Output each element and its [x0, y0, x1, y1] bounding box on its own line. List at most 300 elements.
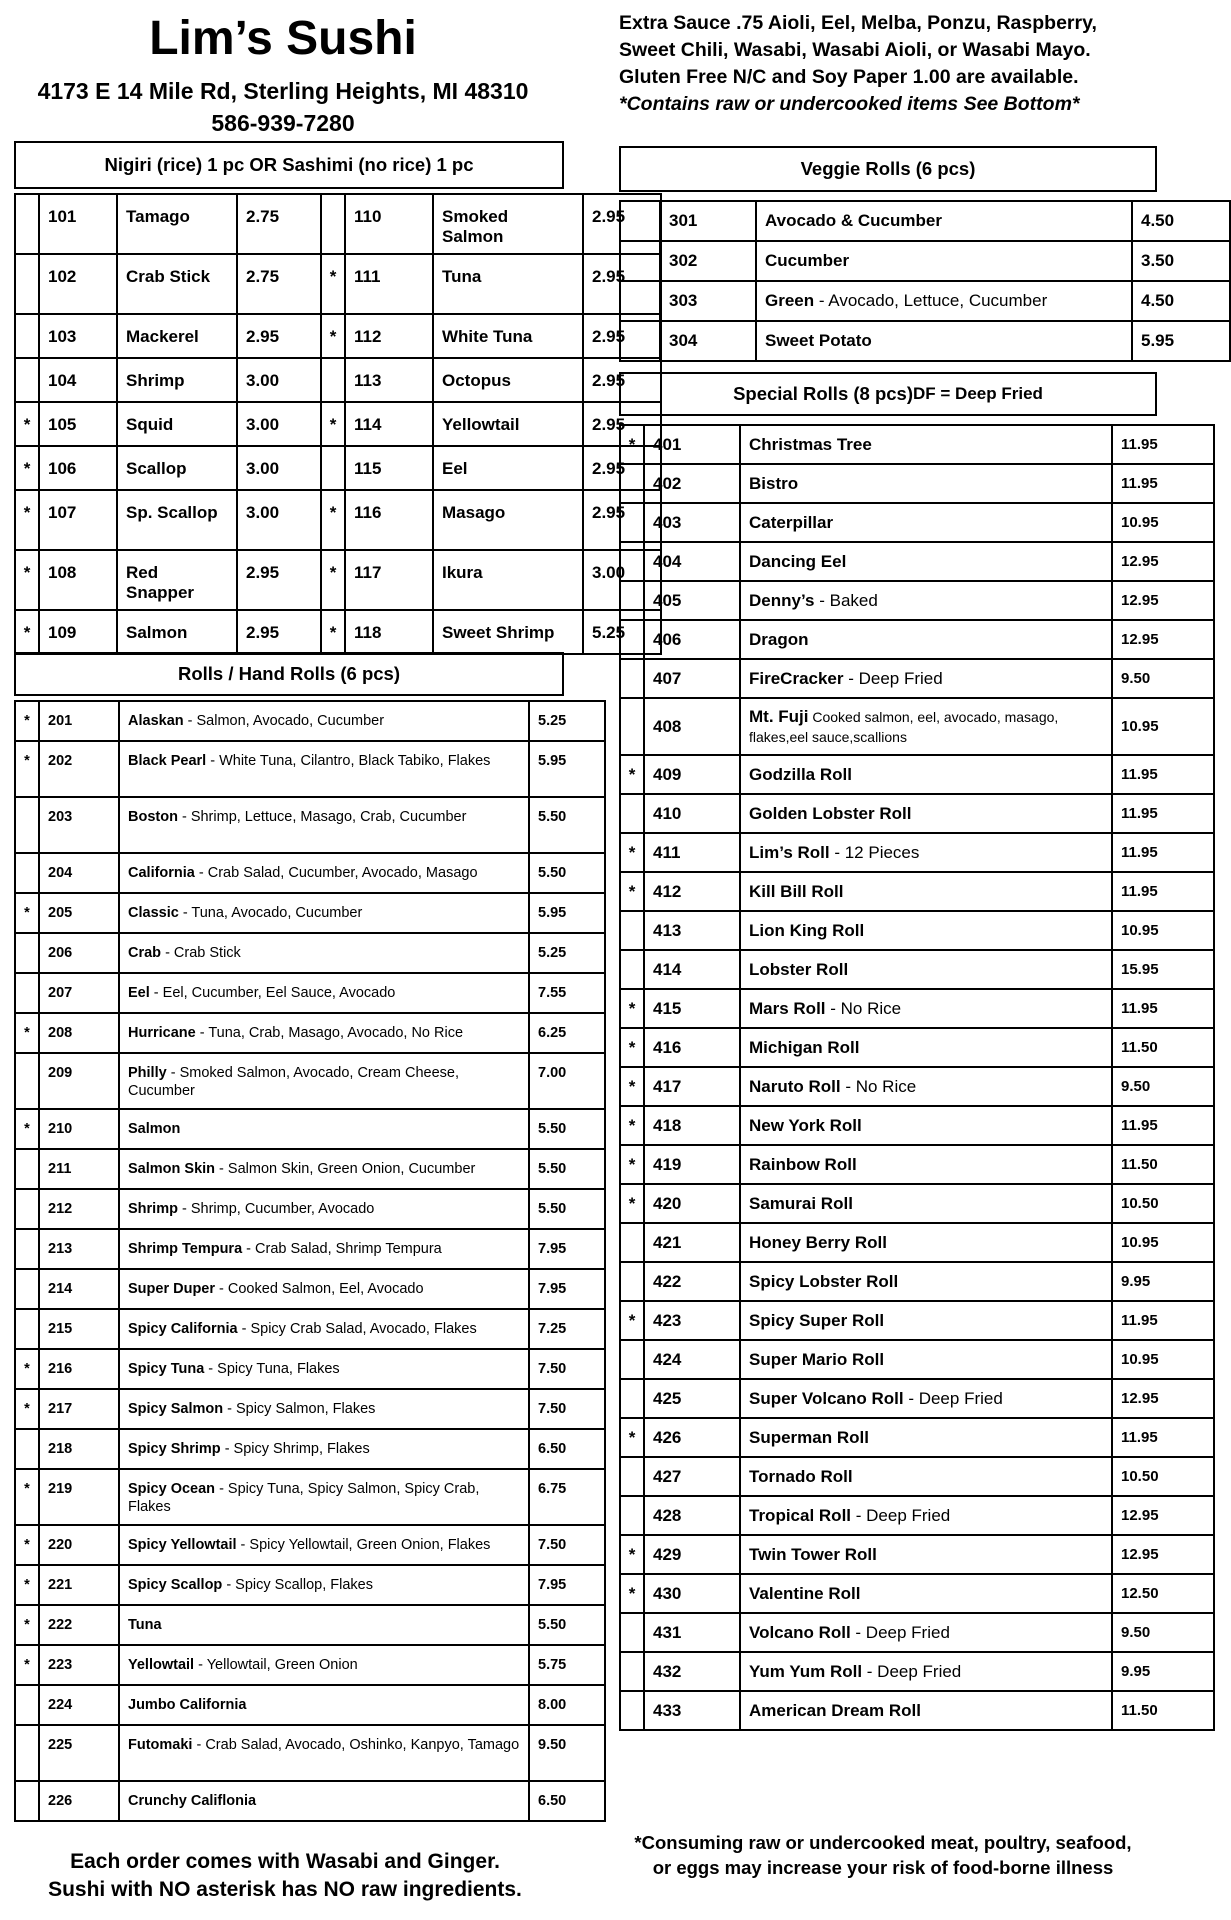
item-ingredients: - Deep Fried [851, 1505, 951, 1525]
roll-row [15, 1605, 605, 1645]
item-number: 105 [39, 402, 117, 446]
raw-marker: * [620, 872, 644, 911]
special-row [620, 659, 1214, 698]
item-description [740, 1652, 1112, 1691]
raw-marker [15, 973, 39, 1013]
item-description [119, 1429, 529, 1469]
raw-marker [620, 659, 644, 698]
item-name: Caterpillar [749, 512, 834, 532]
item-price: 2.95 [583, 490, 661, 550]
raw-marker: * [15, 1109, 39, 1149]
raw-marker: * [620, 833, 644, 872]
roll-row [15, 797, 605, 853]
item-name: Denny’s [749, 590, 815, 610]
raw-marker [15, 358, 39, 402]
raw-marker: * [620, 425, 644, 464]
item-price: 8.00 [529, 1685, 605, 1725]
item-number: 205 [39, 893, 119, 933]
item-price: 5.50 [529, 1149, 605, 1189]
item-price: 5.95 [1132, 321, 1230, 361]
item-ingredients: - Eel, Cucumber, Eel Sauce, Avocado [149, 985, 396, 1001]
raw-marker [620, 1496, 644, 1535]
raw-marker [15, 1149, 39, 1189]
item-name: Super Volcano Roll [749, 1388, 904, 1408]
special-row [620, 464, 1214, 503]
item-description [740, 1106, 1112, 1145]
item-name: Valentine Roll [749, 1583, 861, 1603]
raw-marker [620, 464, 644, 503]
raw-marker [620, 698, 644, 755]
item-name: Spicy Salmon [128, 1401, 224, 1417]
item-number: 211 [39, 1149, 119, 1189]
item-number: 413 [644, 911, 740, 950]
roll-row [15, 973, 605, 1013]
roll-row [15, 1469, 605, 1525]
roll-row [15, 1189, 605, 1229]
item-description [740, 1223, 1112, 1262]
item-price: 9.50 [1112, 1067, 1214, 1106]
rolls-title: Rolls / Hand Rolls (6 pcs) [177, 663, 401, 684]
special-row [620, 1340, 1214, 1379]
raw-marker: * [620, 1301, 644, 1340]
item-name: New York Roll [749, 1115, 862, 1135]
item-price: 12.95 [1112, 1379, 1214, 1418]
raw-marker: * [620, 1145, 644, 1184]
item-number: 417 [644, 1067, 740, 1106]
item-number: 114 [345, 402, 433, 446]
item-name: Classic [128, 905, 179, 921]
item-description [119, 1605, 529, 1645]
roll-row [15, 893, 605, 933]
item-number: 409 [644, 755, 740, 794]
item-price: 5.95 [529, 741, 605, 797]
special-row [620, 1574, 1214, 1613]
item-name: Rainbow Roll [749, 1154, 857, 1174]
item-name: Shrimp [117, 358, 237, 402]
item-ingredients: Cooked salmon, eel, avocado, masago, flakes,eel sauce,scallions [749, 708, 1059, 745]
item-name: Philly [128, 1065, 167, 1081]
item-price: 11.95 [1112, 755, 1214, 794]
item-name: Boston [128, 809, 178, 825]
item-ingredients: - Spicy Shrimp, Flakes [220, 1441, 370, 1457]
item-price: 5.25 [583, 610, 661, 654]
item-price: 2.95 [583, 254, 661, 314]
item-price: 12.95 [1112, 581, 1214, 620]
item-description [119, 1013, 529, 1053]
item-number: 212 [39, 1189, 119, 1229]
item-name: Crab Stick [117, 254, 237, 314]
item-number: 106 [39, 446, 117, 490]
item-ingredients: - Tuna, Crab, Masago, Avocado, No Rice [195, 1025, 464, 1041]
item-description [740, 872, 1112, 911]
item-description [119, 1189, 529, 1229]
item-name: Cucumber [765, 251, 850, 270]
item-ingredients: - Spicy Crab Salad, Avocado, Flakes [237, 1321, 477, 1337]
item-name: Christmas Tree [749, 434, 872, 454]
raw-marker [15, 1309, 39, 1349]
item-name: Salmon [128, 1121, 181, 1137]
item-name: Red Snapper [117, 550, 237, 610]
item-number: 422 [644, 1262, 740, 1301]
roll-row [15, 1229, 605, 1269]
special-row [620, 1028, 1214, 1067]
item-number: 115 [345, 446, 433, 490]
special-row [620, 1301, 1214, 1340]
raw-marker [620, 1613, 644, 1652]
roll-row [15, 1429, 605, 1469]
item-ingredients: - Cooked Salmon, Eel, Avocado [215, 1281, 424, 1297]
item-ingredients: - Smoked Salmon, Avocado, Cream Cheese, Cucumber [128, 1065, 459, 1099]
item-number: 103 [39, 314, 117, 358]
raw-marker [15, 1781, 39, 1821]
item-name: Crab [128, 945, 162, 961]
special-row [620, 1457, 1214, 1496]
item-name: Mackerel [117, 314, 237, 358]
item-name: Dragon [749, 629, 809, 649]
item-name: Naruto Roll [749, 1076, 841, 1096]
item-description [740, 1262, 1112, 1301]
raw-marker: * [321, 254, 345, 314]
special-row [620, 1184, 1214, 1223]
veggie-row [620, 201, 1230, 241]
raw-marker: * [15, 402, 39, 446]
item-price: 9.95 [1112, 1262, 1214, 1301]
rolls-section-header [14, 652, 564, 696]
raw-marker [620, 794, 644, 833]
raw-marker: * [620, 1574, 644, 1613]
item-name: Squid [117, 402, 237, 446]
roll-row [15, 1685, 605, 1725]
item-number: 404 [644, 542, 740, 581]
item-number: 207 [39, 973, 119, 1013]
item-price: 10.50 [1112, 1457, 1214, 1496]
item-price: 3.00 [237, 446, 321, 490]
item-name: Mt. Fuji [749, 706, 809, 726]
special-row [620, 911, 1214, 950]
item-number: 221 [39, 1565, 119, 1605]
item-name: Spicy Ocean [128, 1481, 216, 1497]
item-number: 213 [39, 1229, 119, 1269]
raw-marker: * [620, 1067, 644, 1106]
raw-marker: * [620, 1184, 644, 1223]
item-price: 3.00 [237, 358, 321, 402]
item-description [756, 281, 1132, 321]
item-price: 9.50 [1112, 1613, 1214, 1652]
restaurant-address: 4173 E 14 Mile Rd, Sterling Heights, MI 48310 [37, 78, 529, 104]
raw-marker: * [15, 490, 39, 550]
veggie-section-header [619, 146, 1157, 192]
special-title: Special Rolls (8 pcs) [733, 383, 914, 404]
item-number: 408 [644, 698, 740, 755]
item-price: 2.95 [583, 446, 661, 490]
raw-marker [15, 194, 39, 254]
item-description [740, 1535, 1112, 1574]
item-ingredients: - Crab Salad, Cucumber, Avocado, Masago [194, 865, 478, 881]
item-description [119, 741, 529, 797]
item-name: Spicy Scallop [128, 1577, 223, 1593]
raw-marker: * [620, 1028, 644, 1067]
raw-marker: * [15, 1013, 39, 1053]
item-price: 4.50 [1132, 201, 1230, 241]
item-price: 5.25 [529, 701, 605, 741]
item-name: Yellowtail [433, 402, 583, 446]
nigiri-row [15, 254, 661, 314]
item-price: 15.95 [1112, 950, 1214, 989]
item-ingredients: - Shrimp, Cucumber, Avocado [177, 1201, 375, 1217]
item-number: 431 [644, 1613, 740, 1652]
raw-marker [15, 1189, 39, 1229]
roll-row [15, 1269, 605, 1309]
raw-marker [15, 1229, 39, 1269]
raw-marker [321, 446, 345, 490]
item-name: Godzilla Roll [749, 764, 852, 784]
item-price: 11.95 [1112, 1106, 1214, 1145]
item-name: Samurai Roll [749, 1193, 853, 1213]
special-row [620, 1652, 1214, 1691]
raw-marker [15, 1269, 39, 1309]
raw-marker [620, 620, 644, 659]
raw-marker [620, 1691, 644, 1730]
item-number: 430 [644, 1574, 740, 1613]
item-name: White Tuna [433, 314, 583, 358]
item-description [119, 1469, 529, 1525]
roll-row [15, 741, 605, 797]
veggie-row [620, 281, 1230, 321]
raw-marker [620, 950, 644, 989]
special-row [620, 1418, 1214, 1457]
item-price: 12.95 [1112, 1535, 1214, 1574]
item-ingredients: - Avocado, Lettuce, Cucumber [814, 291, 1048, 310]
nigiri-row [15, 550, 661, 610]
item-price: 4.50 [1132, 281, 1230, 321]
nigiri-table [14, 193, 662, 655]
item-ingredients: - Spicy Salmon, Flakes [223, 1401, 376, 1417]
item-name: Shrimp Tempura [128, 1241, 243, 1257]
item-ingredients: - Tuna, Avocado, Cucumber [178, 905, 363, 921]
item-description [740, 542, 1112, 581]
item-description [740, 833, 1112, 872]
raw-marker: * [620, 1106, 644, 1145]
raw-marker: * [321, 550, 345, 610]
item-price: 5.50 [529, 1189, 605, 1229]
item-name: Tuna [433, 254, 583, 314]
item-number: 402 [644, 464, 740, 503]
raw-marker: * [15, 446, 39, 490]
item-number: 209 [39, 1053, 119, 1109]
raw-marker [620, 201, 660, 241]
item-price: 7.95 [529, 1565, 605, 1605]
raw-marker: * [15, 1525, 39, 1565]
item-price: 6.25 [529, 1013, 605, 1053]
item-description [756, 201, 1132, 241]
item-name: Tornado Roll [749, 1466, 853, 1486]
item-description [740, 1301, 1112, 1340]
item-number: 405 [644, 581, 740, 620]
special-row [620, 1613, 1214, 1652]
item-name: Mars Roll [749, 998, 826, 1018]
item-number: 210 [39, 1109, 119, 1149]
item-number: 304 [660, 321, 756, 361]
nigiri-row [15, 358, 661, 402]
item-description [119, 1725, 529, 1781]
item-description [740, 989, 1112, 1028]
item-ingredients: - Deep Fried [862, 1661, 962, 1681]
item-price: 12.95 [1112, 1496, 1214, 1535]
item-ingredients: - No Rice [825, 998, 902, 1018]
item-ingredients: - Spicy Tuna, Spicy Salmon, Spicy Crab, Flakes [128, 1481, 480, 1515]
item-name: Bistro [749, 473, 799, 493]
item-description [119, 701, 529, 741]
raw-marker [620, 542, 644, 581]
special-table [619, 424, 1215, 1731]
item-number: 415 [644, 989, 740, 1028]
raw-marker [620, 1652, 644, 1691]
item-number: 406 [644, 620, 740, 659]
item-price: 11.95 [1112, 989, 1214, 1028]
item-price: 2.95 [237, 610, 321, 654]
item-price: 2.75 [237, 194, 321, 254]
item-number: 432 [644, 1652, 740, 1691]
raw-marker: * [15, 893, 39, 933]
item-price: 2.95 [583, 194, 661, 254]
item-name: Octopus [433, 358, 583, 402]
item-description [740, 911, 1112, 950]
item-ingredients: - Spicy Scallop, Flakes [222, 1577, 373, 1593]
item-name: Dancing Eel [749, 551, 847, 571]
item-number: 428 [644, 1496, 740, 1535]
item-number: 426 [644, 1418, 740, 1457]
item-description [119, 1685, 529, 1725]
item-price: 7.95 [529, 1269, 605, 1309]
nigiri-row [15, 402, 661, 446]
special-row [620, 542, 1214, 581]
footer-right [600, 1830, 1166, 1880]
item-name: Volcano Roll [749, 1622, 851, 1642]
item-price: 11.95 [1112, 833, 1214, 872]
item-price: 3.00 [237, 490, 321, 550]
item-description [740, 425, 1112, 464]
raw-marker [620, 241, 660, 281]
item-price: 2.95 [237, 550, 321, 610]
item-name: Tropical Roll [749, 1505, 852, 1525]
item-description [119, 1053, 529, 1109]
raw-marker [620, 581, 644, 620]
veggie-row [620, 241, 1230, 281]
raw-marker [620, 1223, 644, 1262]
item-name: Crunchy Califlonia [128, 1793, 257, 1809]
nigiri-title: Nigiri (rice) 1 pc OR Sashimi (no rice) 1 pc [104, 154, 474, 175]
roll-row [15, 853, 605, 893]
item-name: Green [765, 291, 815, 310]
item-name: Salmon [117, 610, 237, 654]
item-number: 101 [39, 194, 117, 254]
roll-row [15, 1781, 605, 1821]
item-price: 7.55 [529, 973, 605, 1013]
item-description [119, 1109, 529, 1149]
item-name: Spicy Super Roll [749, 1310, 885, 1330]
item-price: 2.95 [583, 402, 661, 446]
item-ingredients: - No Rice [840, 1076, 917, 1096]
item-description [740, 1613, 1112, 1652]
item-price: 3.00 [237, 402, 321, 446]
raw-marker: * [321, 314, 345, 358]
item-ingredients: - Spicy Tuna, Flakes [204, 1361, 340, 1377]
item-name: Spicy Tuna [128, 1361, 205, 1377]
special-row [620, 1496, 1214, 1535]
item-price: 12.95 [1112, 620, 1214, 659]
raw-marker: * [620, 1535, 644, 1574]
item-number: 302 [660, 241, 756, 281]
item-name: Salmon Skin [128, 1161, 216, 1177]
item-description [119, 1565, 529, 1605]
special-row [620, 755, 1214, 794]
item-name: Avocado & Cucumber [765, 211, 942, 230]
item-description [119, 1309, 529, 1349]
roll-row [15, 1053, 605, 1109]
item-number: 208 [39, 1013, 119, 1053]
item-number: 206 [39, 933, 119, 973]
item-name: Golden Lobster Roll [749, 803, 912, 823]
raw-marker [15, 1053, 39, 1109]
raw-marker: * [15, 1565, 39, 1605]
item-name: Masago [433, 490, 583, 550]
item-price: 10.95 [1112, 1223, 1214, 1262]
item-ingredients: - White Tuna, Cilantro, Black Tabiko, Flakes [206, 753, 491, 769]
item-number: 112 [345, 314, 433, 358]
item-number: 226 [39, 1781, 119, 1821]
item-number: 420 [644, 1184, 740, 1223]
item-price: 10.50 [1112, 1184, 1214, 1223]
item-number: 219 [39, 1469, 119, 1525]
special-row [620, 581, 1214, 620]
roll-row [15, 1149, 605, 1189]
item-number: 424 [644, 1340, 740, 1379]
item-price: 5.50 [529, 797, 605, 853]
item-description [740, 1496, 1112, 1535]
item-ingredients: - 12 Pieces [829, 842, 920, 862]
raw-marker: * [620, 989, 644, 1028]
footer-line: or eggs may increase your risk of food-borne illness [652, 1857, 1114, 1878]
raw-marker: * [620, 755, 644, 794]
item-name: Spicy California [128, 1321, 238, 1337]
item-name: Hurricane [128, 1025, 196, 1041]
item-description [119, 797, 529, 853]
raw-marker [321, 194, 345, 254]
special-row [620, 872, 1214, 911]
item-name: Alaskan [128, 713, 184, 729]
item-description [740, 1574, 1112, 1613]
footer-line: *Consuming raw or undercooked meat, poultry, seafood, [634, 1832, 1132, 1853]
special-row [620, 833, 1214, 872]
nigiri-row [15, 610, 661, 654]
raw-marker: * [321, 610, 345, 654]
item-number: 202 [39, 741, 119, 797]
notes-line: Gluten Free N/C and Soy Paper 1.00 are available. [619, 66, 1079, 88]
item-description [740, 1340, 1112, 1379]
nigiri-section-header [14, 141, 564, 189]
roll-row [15, 1349, 605, 1389]
roll-row [15, 1725, 605, 1781]
item-description [740, 581, 1112, 620]
sauce-notes [619, 10, 1159, 118]
nigiri-row [15, 194, 661, 254]
item-number: 102 [39, 254, 117, 314]
item-price: 7.50 [529, 1349, 605, 1389]
item-number: 403 [644, 503, 740, 542]
item-description [740, 1379, 1112, 1418]
item-description [740, 950, 1112, 989]
item-price: 10.95 [1112, 911, 1214, 950]
